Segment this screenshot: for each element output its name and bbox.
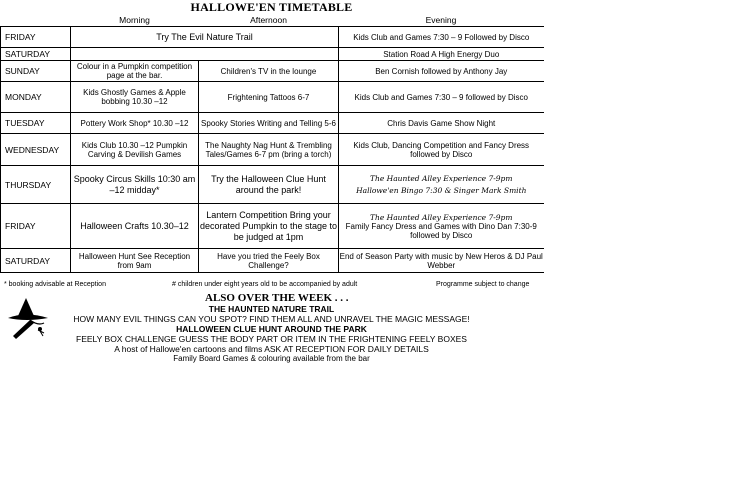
also-line: HALLOWEEN CLUE HUNT AROUND THE PARK [176,324,367,334]
cell-afternoon: Spooky Stories Writing and Telling 5-6 [199,113,339,134]
cell-morning: Colour in a Pumpkin competition page at the bar. [71,61,199,82]
cell-evening [339,166,544,204]
header-evening: Evening [339,13,544,27]
cell-morning: Halloween Crafts 10.30–12 [71,204,199,249]
cell-afternoon: Have you tried the Feely Box Challenge? [199,249,339,273]
header-row [1,13,544,27]
also-line: Family Board Games & colouring available from the bar [173,354,370,363]
cell-afternoon: Children's TV in the lounge [199,61,339,82]
header-morning: Morning [71,13,199,27]
table-row [1,48,544,61]
cell-evening: Kids Club and Games 7:30 – 9 Followed by Disco [339,27,544,48]
cell-afternoon: Frightening Tattoos 6-7 [199,82,339,113]
footnote-booking: * booking advisable at Reception [4,281,106,288]
also-line: FEELY BOX CHALLENGE GUESS THE BODY PART OR ITEM IN THE FRIGHTENING FEELY BOXES [76,334,467,344]
cell-afternoon: Try The Evil Nature Trail [71,27,339,48]
cell-evening [339,204,544,249]
header-afternoon: Afternoon [199,13,339,27]
day-label: SATURDAY [1,48,71,61]
evening-line: The Haunted Alley Experience 7-9pm [370,173,513,183]
cell-evening: Kids Club and Games 7:30 – 9 followed by Disco [339,82,544,113]
cell-morning: Halloween Hunt See Reception from 9am [71,249,199,273]
day-label: TUESDAY [1,113,71,134]
evening-line: Family Fancy Dress and Games with Dino Dan 7:30-9 followed by Disco [345,221,537,240]
table-row [1,27,544,48]
cell-empty [71,48,339,61]
also-line: A host of Hallowe'en cartoons and films ASK AT RECEPTION FOR DAILY DETAILS [114,344,429,354]
table-row [1,166,544,204]
day-label: THURSDAY [1,166,71,204]
also-line: HOW MANY EVIL THINGS CAN YOU SPOT? FIND THEM ALL AND UNRAVEL THE MAGIC MESSAGE! [73,314,470,324]
table-row [1,134,544,166]
footnote-children: # children under eight years old to be accompanied by adult [172,281,358,288]
cell-evening: Ben Cornish followed by Anthony Jay [339,61,544,82]
cell-morning: Kids Club 10.30 –12 Pumpkin Carving & Devilish Games [71,134,199,166]
timetable [0,13,544,273]
evening-line: The Haunted Alley Experience 7-9pm [370,212,513,222]
table-row [1,249,544,273]
day-label: FRIDAY [1,27,71,48]
cell-evening: Station Road A High Energy Duo [339,48,544,61]
table-row [1,82,544,113]
cell-afternoon: Try the Halloween Clue Hunt around the park! [199,166,339,204]
cell-evening: Kids Club, Dancing Competition and Fancy Dress followed by Disco [339,134,544,166]
cell-evening: Chris Davis Game Show Night [339,113,544,134]
table-row [1,204,544,249]
evening-line: Hallowe'en Bingo 7:30 & Singer Mark Smith [356,185,527,195]
footnote-subject: Programme subject to change [436,281,530,288]
cell-morning: Spooky Circus Skills 10:30 am –12 midday* [71,166,199,204]
table-row [1,61,544,82]
cell-afternoon: The Naughty Nag Hunt & Trembling Tales/Games 6-7 pm (bring a torch) [199,134,339,166]
table-row [1,113,544,134]
cell-evening: End of Season Party with music by New Heros & DJ Paul Webber [339,249,544,273]
day-label: WEDNESDAY [1,134,71,166]
day-label: MONDAY [1,82,71,113]
also-line: THE HAUNTED NATURE TRAIL [208,304,335,314]
header-day [1,13,71,27]
cell-morning: Kids Ghostly Games & Apple bobbing 10.30 –12 [71,82,199,113]
also-heading: ALSO OVER THE WEEK . . . [205,292,349,304]
cell-morning: Pottery Work Shop* 10.30 –12 [71,113,199,134]
day-label: SUNDAY [1,61,71,82]
cell-afternoon: Lantern Competition Bring your decorated Pumpkin to the stage to be judged at 1pm [199,204,339,249]
page-title: HALLOWE'EN TIMETABLE [190,0,353,14]
day-label: FRIDAY [1,204,71,249]
day-label: SATURDAY [1,249,71,273]
